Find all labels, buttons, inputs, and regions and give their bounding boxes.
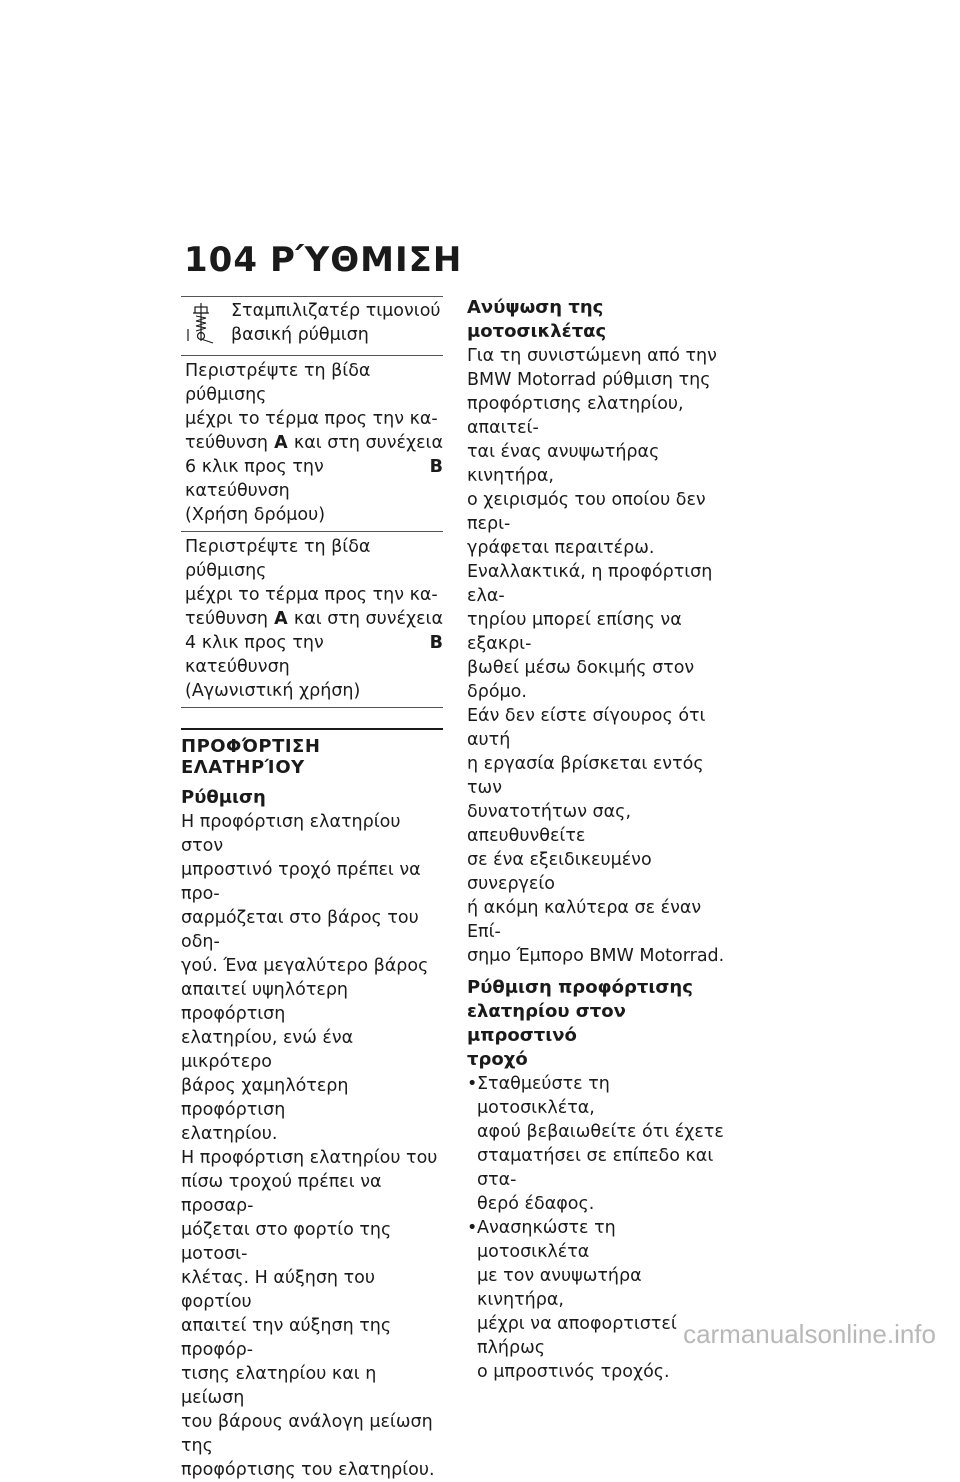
page-number: 104 (184, 240, 258, 280)
page-header (184, 240, 462, 280)
reference-box (181, 297, 443, 355)
spring-preload-icon (181, 299, 231, 347)
setting-road: Περιστρέψτε τη βίδα ρύθμισης μέχρι το τέρμα προς την κα- τεύθυνση A και στη συνέχεια 6 κλικ προς την κατεύθυνση B (Χρήση δρόμου) (185, 361, 443, 525)
bullet-lift: • Ανασηκώστε τη μοτοσικλέτα με τον ανυψωτήρα κινητήρα, μέχρι να αποφορτιστεί πλήρως ο μπροστινός τροχός. (467, 1218, 677, 1382)
subsection-lift: Ανύψωση της μοτοσικλέτας (467, 297, 607, 342)
reference-text: Σταμπιλιζατέρ τιμονιού βασική ρύθμιση (231, 301, 441, 345)
paragraph-lift: Για τη συνιστώμενη από την BMW Motorrad ρύθμιση της προφόρτισης ελατηρίου, απαιτεί- ται ένας ανυψωτήρας κινητήρα, ο χειρισμός του οποίου δεν περι- γράφεται περαιτέρω. (467, 346, 717, 558)
page-title: ΡΎΘΜΙΣΗ (270, 240, 463, 280)
paragraph-alternative: Εναλλακτικά, η προφόρτιση ελα- τηρίου μπορεί επίσης να εξακρι- βωθεί μέσω δοκιμής στον δρόμο. Εάν δεν είστε σίγουρος ότι αυτή η εργασία βρίσκεται εντός των δυνατοτήτων σας, απευθυνθείτε σε ένα εξειδικευμένο συνεργείο ή ακόμη καλύτερα σε έναν Επί- σημο Έμπορο BMW Motorrad. (467, 562, 725, 966)
paragraph-rear: Η προφόρτιση ελατηρίου του πίσω τροχού πρέπει να προσαρ- μόζεται στο φορτίο της μοτοσι- κλέτας. Η αύξηση του φορτίου απαιτεί την αύξηση της προφόρ- τισης ελατηρίου και η μείωση του βάρους ανάλογη μείωση της προφόρτισης του ελατηρίου. (181, 1148, 438, 1480)
bullet-park: • Σταθμεύστε τη μοτοσικλέτα, αφού βεβαιωθείτε ότι έχετε σταματήσει σε επίπεδο και στα- θερό έδαφος. (467, 1074, 724, 1214)
watermark: carmanualsonline.info (683, 1319, 936, 1349)
subsection-title: Ρύθμιση (181, 787, 266, 808)
subsection-front-preload: Ρύθμιση προφόρτισης ελατηρίου στον μπροστινό τροχό (467, 977, 693, 1070)
section-title: ΠΡΟΦΌΡΤΙΣΗ ΕΛΑΤΗΡΊΟΥ (181, 728, 443, 778)
right-column (467, 296, 729, 1384)
setting-race: Περιστρέψτε τη βίδα ρύθμισης μέχρι το τέρμα προς την κα- τεύθυνση A και στη συνέχεια 4 κλικ προς την κατεύθυνση B (Αγωνιστική χρήση) (185, 537, 443, 701)
paragraph-front: Η προφόρτιση ελατηρίου στον μπροστινό τροχό πρέπει να προ- σαρμόζεται στο βάρος του οδη- γού. Ένα μεγαλύτερο βάρος απαιτεί υψηλότερη προφόρτιση ελατηρίου, ενώ ένα μικρότερο βάρος χαμηλότερη προφόρτιση ελατηρίου. (181, 812, 429, 1144)
left-column (181, 296, 443, 1482)
